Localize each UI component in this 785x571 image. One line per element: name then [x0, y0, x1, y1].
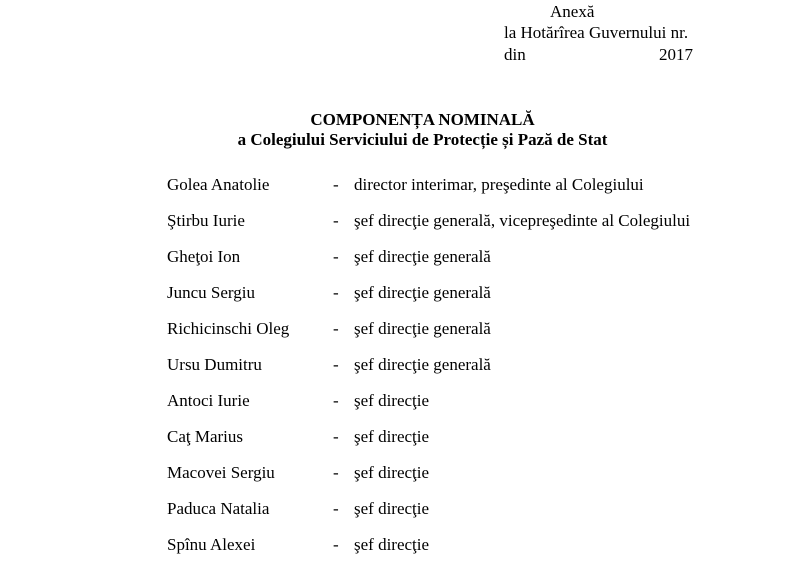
document-title: COMPONENȚA NOMINALĂ: [310, 110, 535, 129]
member-separator: -: [333, 499, 339, 518]
member-row: [0, 174, 785, 210]
member-row: [0, 282, 785, 318]
member-role: şef direcţie: [354, 427, 430, 446]
member-role: director interimar, preşedinte al Colegiului: [354, 175, 644, 194]
member-name: Ursu Dumitru: [167, 355, 262, 374]
annex-header: [0, 0, 785, 80]
member-role: şef direcţie generală: [354, 283, 491, 302]
member-separator: -: [333, 463, 339, 482]
member-role: şef direcţie generală: [354, 355, 491, 374]
member-name: Ştirbu Iurie: [167, 211, 245, 230]
member-name: Juncu Sergiu: [167, 283, 255, 302]
member-separator: -: [333, 175, 339, 194]
annex-date-label: din: [504, 45, 526, 64]
member-row: [0, 462, 785, 498]
member-role: şef direcţie: [354, 463, 430, 482]
member-row: [0, 354, 785, 390]
member-row: [0, 534, 785, 570]
member-role: şef direcţie generală: [354, 247, 491, 266]
member-row: [0, 390, 785, 426]
annex-year: 2017: [659, 45, 693, 64]
annex-reference: la Hotărîrea Guvernului nr.: [504, 23, 689, 42]
member-role: şef direcţie generală, vicepreşedinte al Colegiului: [354, 211, 691, 230]
member-separator: -: [333, 283, 339, 302]
member-role: şef direcţie generală: [354, 319, 491, 338]
member-name: Macovei Sergiu: [167, 463, 275, 482]
member-role: şef direcţie: [354, 391, 430, 410]
member-row: [0, 498, 785, 534]
member-row: [0, 246, 785, 282]
member-row: [0, 210, 785, 246]
member-separator: -: [333, 355, 339, 374]
member-separator: -: [333, 427, 339, 446]
member-list: [0, 174, 785, 570]
member-name: Golea Anatolie: [167, 175, 270, 194]
member-name: Paduca Natalia: [167, 499, 270, 518]
member-separator: -: [333, 247, 339, 266]
member-separator: -: [333, 211, 339, 230]
member-name: Gheţoi Ion: [167, 247, 241, 266]
document-heading: [0, 110, 785, 150]
member-name: Richicinschi Oleg: [167, 319, 290, 338]
member-role: şef direcţie: [354, 499, 430, 518]
member-separator: -: [333, 535, 339, 554]
member-name: Caţ Marius: [167, 427, 244, 446]
member-row: [0, 426, 785, 462]
annex-title: Anexă: [550, 2, 595, 21]
document-subtitle: a Colegiului Serviciului de Protecție și Pază de Stat: [237, 130, 608, 149]
member-name: Antoci Iurie: [167, 391, 250, 410]
member-row: [0, 318, 785, 354]
member-role: şef direcţie: [354, 535, 430, 554]
member-separator: -: [333, 319, 339, 338]
member-name: Spînu Alexei: [167, 535, 256, 554]
member-separator: -: [333, 391, 339, 410]
